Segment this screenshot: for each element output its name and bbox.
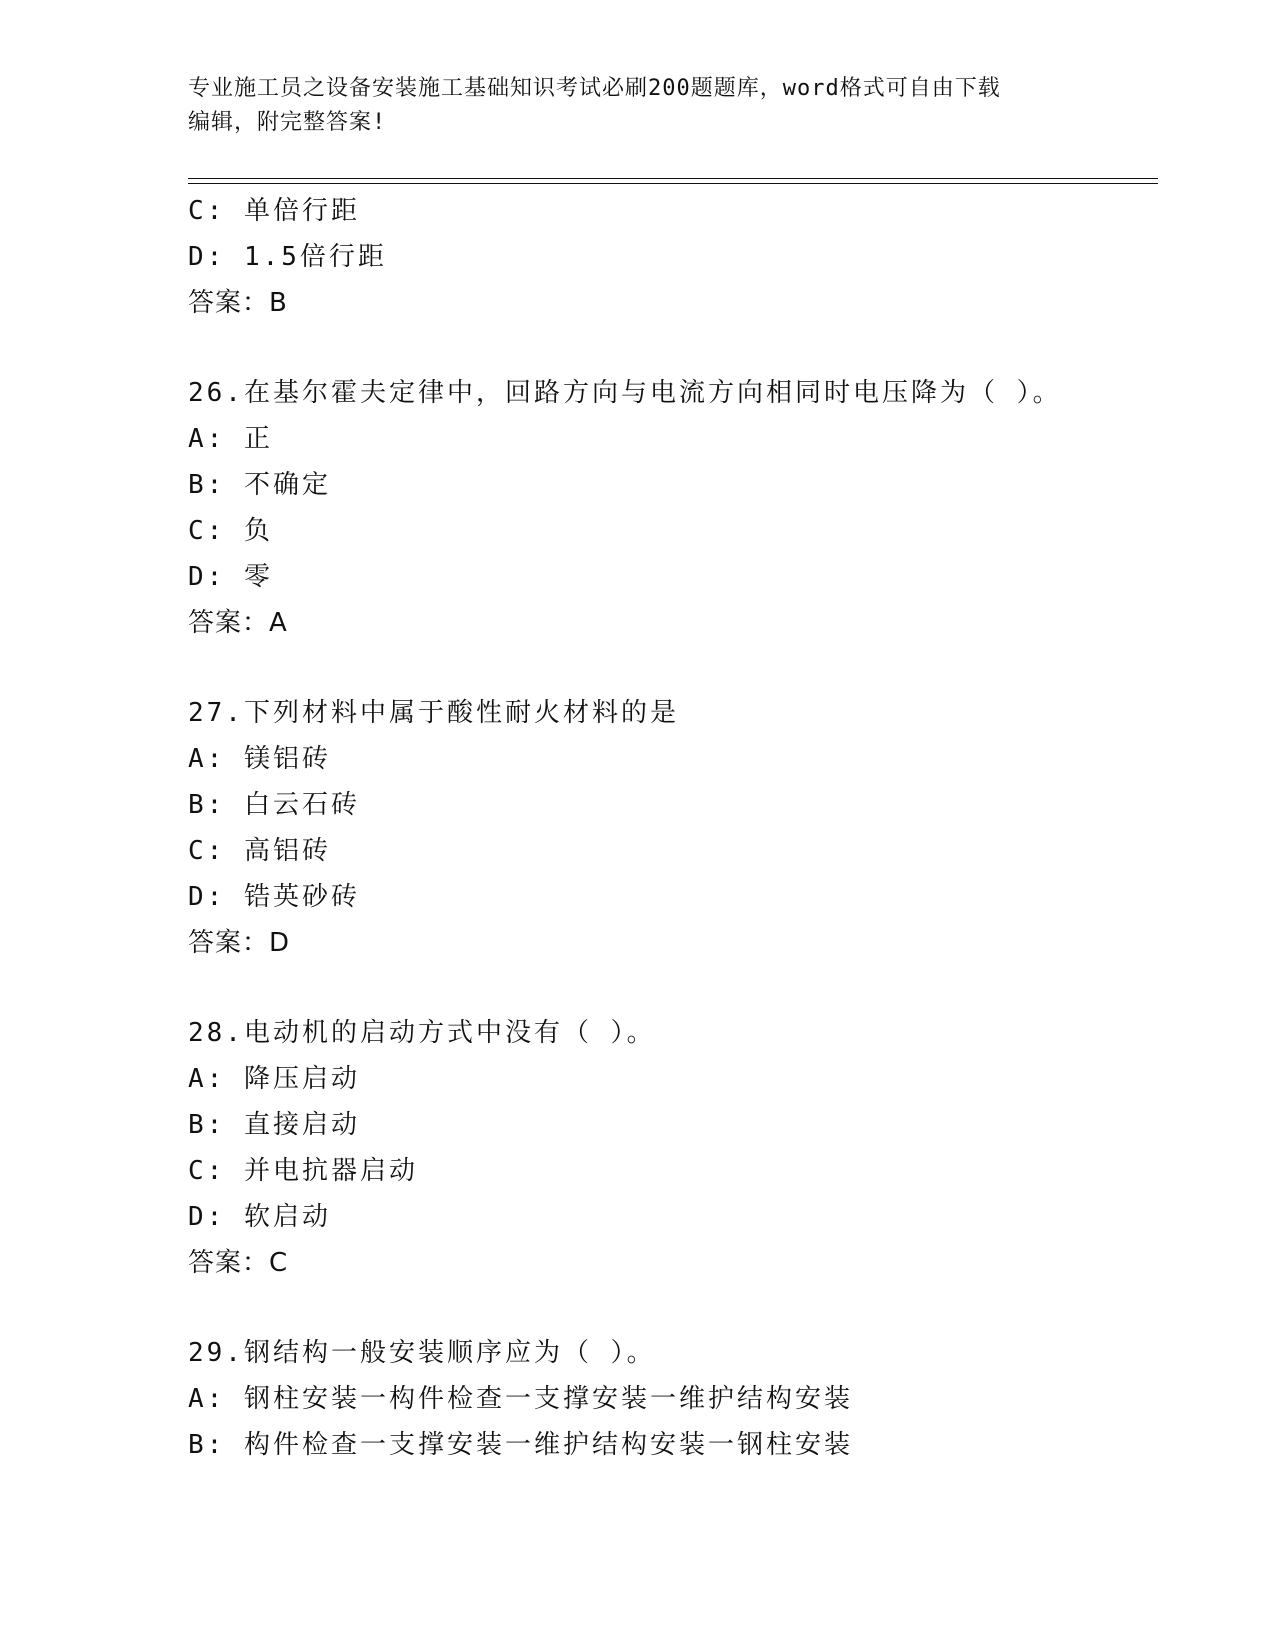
question-block-29 — [188, 1330, 1158, 1468]
question-block-25 — [188, 188, 1158, 326]
option-d: D: 零 — [188, 562, 273, 592]
question-text: 29.钢结构一般安装顺序应为（ ）。 — [188, 1338, 656, 1368]
answer-line: 答案：D — [188, 928, 291, 958]
option-c: C: 并电抗器启动 — [188, 1156, 418, 1186]
page-header — [188, 72, 1088, 140]
option-c: C: 单倍行距 — [188, 196, 360, 226]
option-d: D: 锆英砂砖 — [188, 882, 360, 912]
option-a: A: 镁铝砖 — [188, 744, 331, 774]
option-d: D: 1.5倍行距 — [188, 242, 387, 272]
option-b: B: 直接启动 — [188, 1110, 360, 1140]
question-block-27 — [188, 690, 1158, 966]
option-b: B: 不确定 — [188, 470, 331, 500]
option-a: A: 正 — [188, 424, 273, 454]
option-c: C: 负 — [188, 516, 273, 546]
option-d: D: 软启动 — [188, 1202, 331, 1232]
option-a: A: 钢柱安装一构件检查一支撑安装一维护结构安装 — [188, 1384, 853, 1414]
question-text: 27.下列材料中属于酸性耐火材料的是 — [188, 698, 679, 728]
answer-line: 答案：B — [188, 288, 288, 318]
document-body — [188, 188, 1158, 1468]
question-text: 26.在基尔霍夫定律中，回路方向与电流方向相同时电压降为（ ）。 — [188, 378, 1062, 408]
option-b: B: 白云石砖 — [188, 790, 360, 820]
option-b: B: 构件检查一支撑安装一维护结构安装一钢柱安装 — [188, 1430, 853, 1460]
answer-line: 答案：C — [188, 1248, 289, 1278]
question-block-26 — [188, 370, 1158, 646]
option-a: A: 降压启动 — [188, 1064, 360, 1094]
page-title-line-2: 编辑，附完整答案! — [188, 110, 387, 135]
question-block-28 — [188, 1010, 1158, 1286]
option-c: C: 高铝砖 — [188, 836, 331, 866]
answer-line: 答案：A — [188, 608, 288, 638]
page-title-line-1: 专业施工员之设备安装施工基础知识考试必刷200题题库，word格式可自由下载 — [188, 76, 1001, 101]
question-text: 28.电动机的启动方式中没有（ ）。 — [188, 1018, 656, 1048]
header-divider — [188, 178, 1158, 184]
